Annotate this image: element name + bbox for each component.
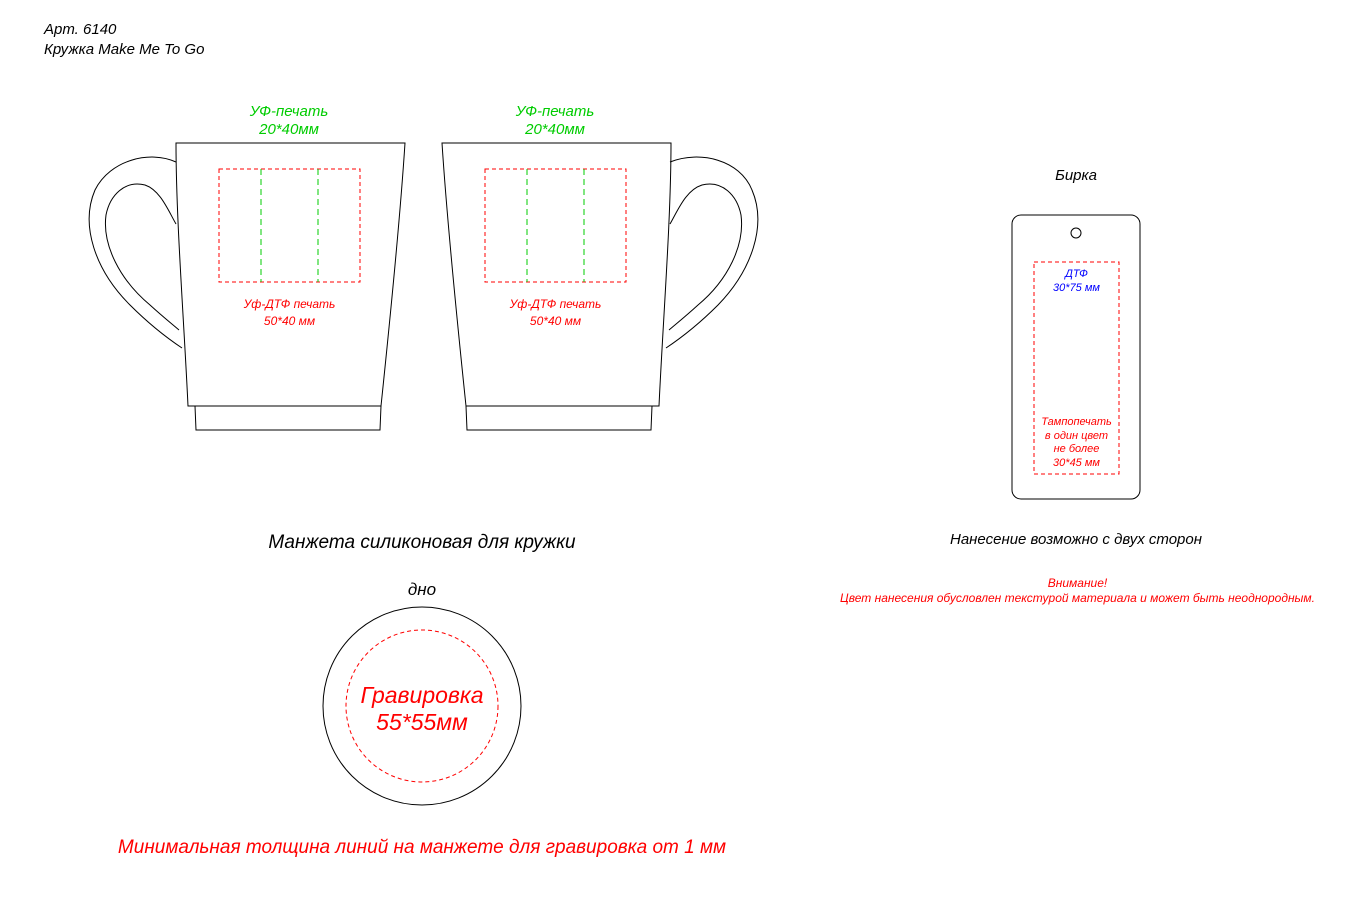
sleeve-title: Манжета силиконовая для кружки xyxy=(268,532,576,553)
mug-right-handle-inner xyxy=(669,184,742,330)
engraving-size: 55*55мм xyxy=(376,709,468,735)
mug-left xyxy=(89,143,405,430)
mug-left-base xyxy=(195,406,381,430)
engraving-min-line-note: Минимальная толщина линий на манжете для гравировка от 1 мм xyxy=(117,837,727,858)
mug-right-uv-label: УФ-печать xyxy=(515,103,595,120)
warning-title: Внимание! xyxy=(1047,576,1108,590)
mug-right-dtf-size: 50*40 мм xyxy=(529,314,582,328)
mug-left-dtf-label: Уф-ДТФ печать xyxy=(243,297,336,311)
tag-pad-line1: Тампопечать xyxy=(1041,416,1112,428)
mug-right-uv-size: 20*40мм xyxy=(525,121,585,138)
mug-left-dtf-size: 50*40 мм xyxy=(263,314,316,328)
article-number: Арт. 6140 xyxy=(44,21,117,38)
product-name: Кружка Make Me To Go xyxy=(44,41,205,58)
tag-pad-line2: в один цвет xyxy=(1044,430,1109,442)
mug-left-dtf-zone xyxy=(219,169,360,282)
mug-right-base xyxy=(466,406,652,430)
tag-both-sides-note: Нанесение возможно с двух сторон xyxy=(950,531,1202,548)
tag-title: Бирка xyxy=(1055,167,1097,184)
mug-right-dtf-label: Уф-ДТФ печать xyxy=(509,297,602,311)
mug-right xyxy=(442,143,758,430)
bottom-label: дно xyxy=(407,580,437,599)
mug-left-uv-label: УФ-печать xyxy=(249,103,329,120)
mug-left-body xyxy=(176,143,405,406)
warning-text: Цвет нанесения обусловлен текстурой материала и может быть неоднородным. xyxy=(840,591,1315,605)
tag-pad-size: 30*45 мм xyxy=(1053,457,1100,469)
mug-left-uv-size: 20*40мм xyxy=(259,121,319,138)
tag-dtf-size: 30*75 мм xyxy=(1053,282,1100,294)
mug-left-handle-inner xyxy=(105,184,179,330)
tag-hole xyxy=(1071,228,1081,238)
mug-right-handle-outer xyxy=(666,157,758,348)
tag-dtf-label: ДТФ xyxy=(1065,268,1088,280)
mug-right-dtf-zone xyxy=(485,169,626,282)
mug-left-handle-outer xyxy=(89,157,182,348)
engraving-label: Гравировка xyxy=(360,682,484,708)
mug-right-body xyxy=(442,143,671,406)
tag-pad-line3: не более xyxy=(1053,443,1100,455)
